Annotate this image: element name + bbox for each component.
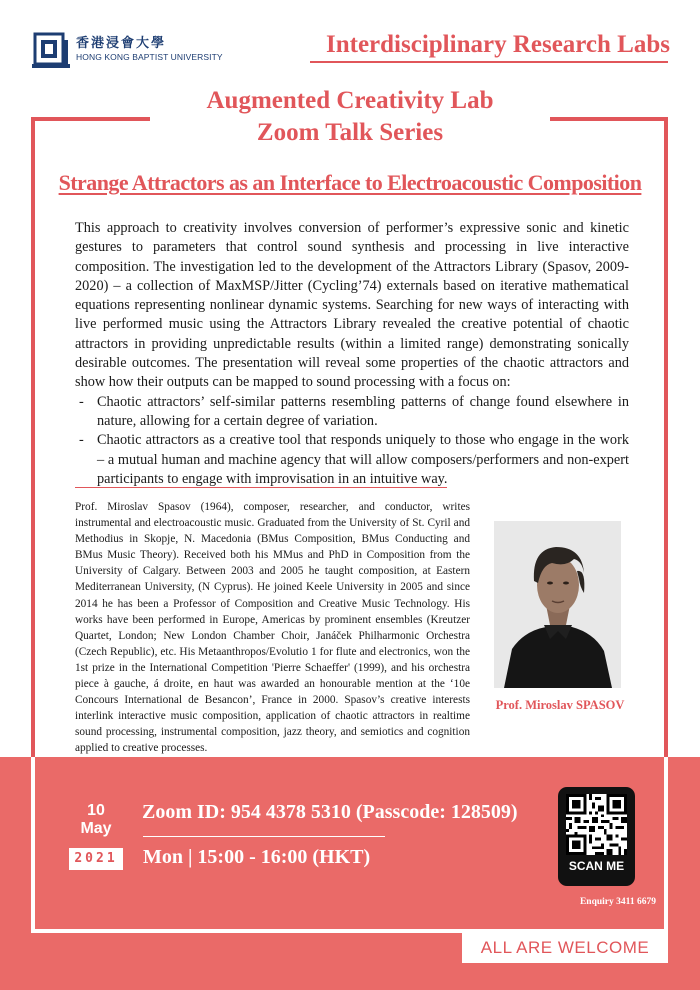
- enquiry-phone: Enquiry 3411 6679: [579, 897, 656, 907]
- university-logo: [32, 30, 223, 70]
- qr-code-icon[interactable]: [566, 794, 627, 855]
- zoom-meeting-id: Zoom ID: 954 4378 5310 (Passcode: 128509): [142, 801, 518, 823]
- speaker-bio: Prof. Miroslav Spasov (1964), composer, researcher, and conductor, writes instrumental and electroacoustic music. Graduated from the University of St. Cyril and Methodius in Skopje, N. Macedonia (BMus Composition, BMus Conducting and BMus Music Theory). Received both his MMus and PhD in Composition from the University of Calgary. Between 2003 and 2005 he taught composition, at Eastern Mediterranean University, (N Cyprus). He joined Keele University in 2005 and since 2014 he has been a Professor of Composition and Creative Music Technology. His works have been performed in Europe, Americas by prominent ensembles (Kreutzer Quartet, London; New London Chamber Choir, Janáček Philharmonic Orchestra (Czech Republic), etc. His Metaanthropos/Evolutio 1 for flute and electronics, won the 1st prize in the International Competition 'Pierre Schaeffer' (1999), and his orchestra piece à gauche, á droite, en haut was awarded an honourable mention at the ‘10e Concours International de Besancon’, France in 2000. Spasov’s creative interests interlink interactive music composition, application of chaotic attractors in realtime sound processing, instrumental composition, jazz theory, and semiotics and cognition applied to creative processes.: [75, 501, 470, 755]
- event-month: May: [80, 820, 112, 837]
- event-schedule: Mon | 15:00 - 16:00 (HKT): [143, 846, 371, 868]
- section-divider: [75, 487, 447, 488]
- event-year: 2021: [69, 848, 123, 870]
- university-crest-icon: [32, 30, 70, 70]
- abstract-paragraph: This approach to creativity involves conversion of performer’s expressive sonic and kinetic gestures to parameters that control sound synthesis and processing in live interactive composition. The investigation led to the development of the Attractors Library (Spasov, 2009-2020) – a collection of MaxMSP/Jitter (Cycling’74) externals based on iterative mathematical equations representing nonlinear dynamic systems. Searching for new ways of interacting with live performed music using the Attractors Library revealed the creative potential of chaotic attractors in providing unpredictable results (within a limited range) demonstrating sonically desirable outcomes. The presentation will reveal some properties of the chaotic attractors and show how their outputs can be mapped to sound processing with a focus on:: [75, 220, 629, 391]
- qr-code-card[interactable]: [558, 787, 635, 886]
- logo-chinese-name: 香港浸會大學: [76, 36, 167, 51]
- list-item: - Chaotic attractors’ self-similar patterns resembling patterns of change found elsewhere in nature, allowing for a certain degree of variation.: [75, 393, 629, 432]
- speaker-name-caption: Prof. Miroslav SPASOV: [495, 698, 625, 712]
- all-welcome-banner: ALL ARE WELCOME: [480, 938, 650, 957]
- talk-title: Strange Attractors as an Interface to Electroacoustic Composition: [58, 170, 642, 195]
- speaker-photo: [494, 521, 621, 688]
- lab-banner: Interdisciplinary Research Labs: [326, 31, 670, 58]
- lab-title: Augmented Creativity Lab: [206, 87, 494, 114]
- banner-underline: [310, 61, 668, 63]
- event-day: 10: [87, 802, 105, 819]
- list-item: - Chaotic attractors as a creative tool that responds uniquely to those who engage in the work – a mutual human and machine agency that will allow composers/performers and non-expert participants to engage with improvisation in an intuitive way.: [75, 431, 629, 489]
- logo-english-name: HONG KONG BAPTIST UNIVERSITY: [76, 52, 223, 62]
- scan-me-label: SCAN ME: [568, 859, 625, 873]
- abstract: [75, 219, 629, 489]
- series-title: Zoom Talk Series: [256, 119, 444, 146]
- zoom-divider: [143, 836, 385, 837]
- abstract-bullets: [75, 393, 629, 489]
